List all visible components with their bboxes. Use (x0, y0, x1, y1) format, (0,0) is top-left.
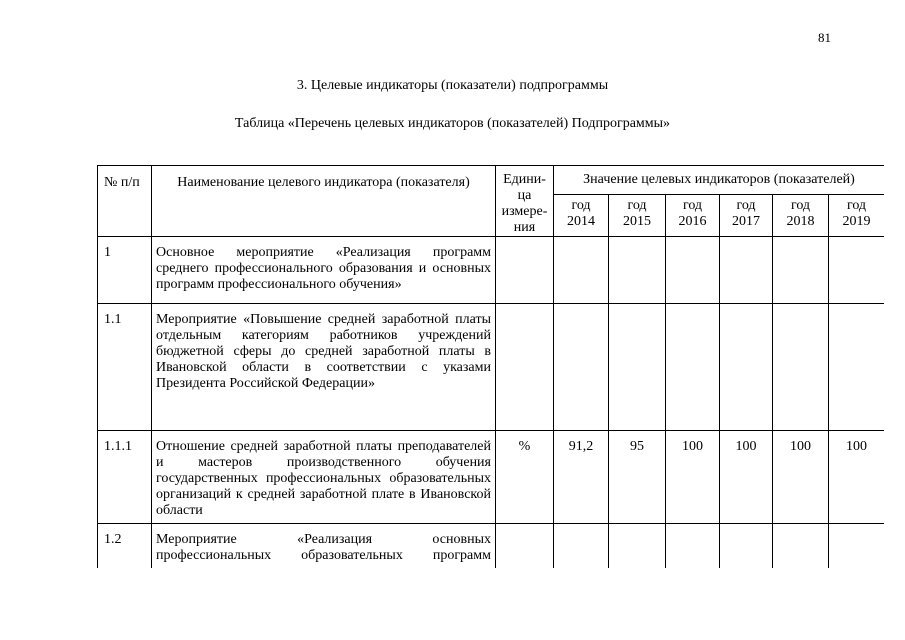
row-value (773, 237, 829, 304)
header-year-word: год (790, 198, 811, 213)
header-year-word: год (846, 198, 867, 213)
row-unit (496, 304, 554, 431)
row-value (554, 524, 609, 569)
header-num: № п/п (98, 166, 152, 237)
header-year-value: 2019 (842, 214, 871, 229)
indicators-table-container (97, 165, 884, 568)
row-value (666, 304, 720, 431)
row-value (829, 304, 885, 431)
row-value (609, 304, 666, 431)
row-value: 100 (666, 431, 720, 524)
row-value (666, 524, 720, 569)
section-title: 3. Целевые индикаторы (показатели) подпрограммы (296, 78, 609, 93)
indicators-table (97, 165, 884, 568)
header-unit-line: измере- (501, 204, 548, 219)
row-value (829, 237, 885, 304)
row-value (554, 237, 609, 304)
table-row (98, 524, 885, 569)
header-indicator-name: Наименование целевого индикатора (показателя) (152, 166, 496, 237)
row-indicator-name: Основное мероприятие «Реализация программ среднего профессионального образования и основных программ профессионального обучения» (152, 237, 496, 304)
row-value (666, 237, 720, 304)
table-row (98, 304, 885, 431)
row-indicator-name: Мероприятие «Реализация основных профессиональных образовательных программ (152, 524, 496, 569)
row-value (773, 524, 829, 569)
row-value (829, 524, 885, 569)
row-num: 1.2 (98, 524, 152, 569)
header-year (609, 195, 666, 237)
row-value (609, 237, 666, 304)
row-num: 1 (98, 237, 152, 304)
header-row-top (98, 166, 885, 195)
row-unit (496, 524, 554, 569)
row-value (720, 304, 773, 431)
page-number: 81 (818, 30, 831, 45)
header-year-word: год (736, 198, 756, 213)
table-title: Таблица «Перечень целевых индикаторов (показателей) Подпрограммы» (234, 116, 671, 131)
header-year (773, 195, 829, 237)
table-row (98, 237, 885, 304)
row-value (720, 524, 773, 569)
header-year-word: год (627, 198, 647, 213)
header-year-value: 2016 (678, 214, 707, 229)
row-value (609, 524, 666, 569)
header-year (666, 195, 720, 237)
row-unit: % (496, 431, 554, 524)
header-year-word: год (571, 198, 591, 213)
row-num: 1.1 (98, 304, 152, 431)
header-year-value: 2017 (732, 214, 760, 229)
header-unit (496, 166, 554, 237)
row-num: 1.1.1 (98, 431, 152, 524)
row-value: 91,2 (554, 431, 609, 524)
header-unit-line: Едини- (503, 172, 546, 187)
row-value: 100 (829, 431, 885, 524)
row-value: 95 (609, 431, 666, 524)
row-indicator-name: Мероприятие «Повышение средней заработной платы отдельным категориям работников учреждений бюджетной сферы до средней заработной платы в Ивановской области в соответствии с указами Президента Российской Федерации» (152, 304, 496, 431)
header-year-value: 2014 (567, 214, 595, 229)
row-unit (496, 237, 554, 304)
header-year-value: 2015 (623, 214, 651, 229)
table-row (98, 431, 885, 524)
header-unit-line: ца (517, 188, 532, 203)
row-value: 100 (773, 431, 829, 524)
header-year (829, 195, 885, 237)
header-year-value: 2018 (786, 214, 815, 229)
row-indicator-name: Отношение средней заработной платы преподавателей и мастеров производственного обучения государственных профессиональных образовательных организаций к средней заработной плате в Ивановской области (152, 431, 496, 524)
header-year (554, 195, 609, 237)
row-value (554, 304, 609, 431)
row-value (773, 304, 829, 431)
header-unit-line: ния (513, 220, 536, 235)
header-year (720, 195, 773, 237)
header-values: Значение целевых индикаторов (показателей) (554, 166, 885, 195)
row-value: 100 (720, 431, 773, 524)
row-value (720, 237, 773, 304)
header-year-word: год (682, 198, 703, 213)
